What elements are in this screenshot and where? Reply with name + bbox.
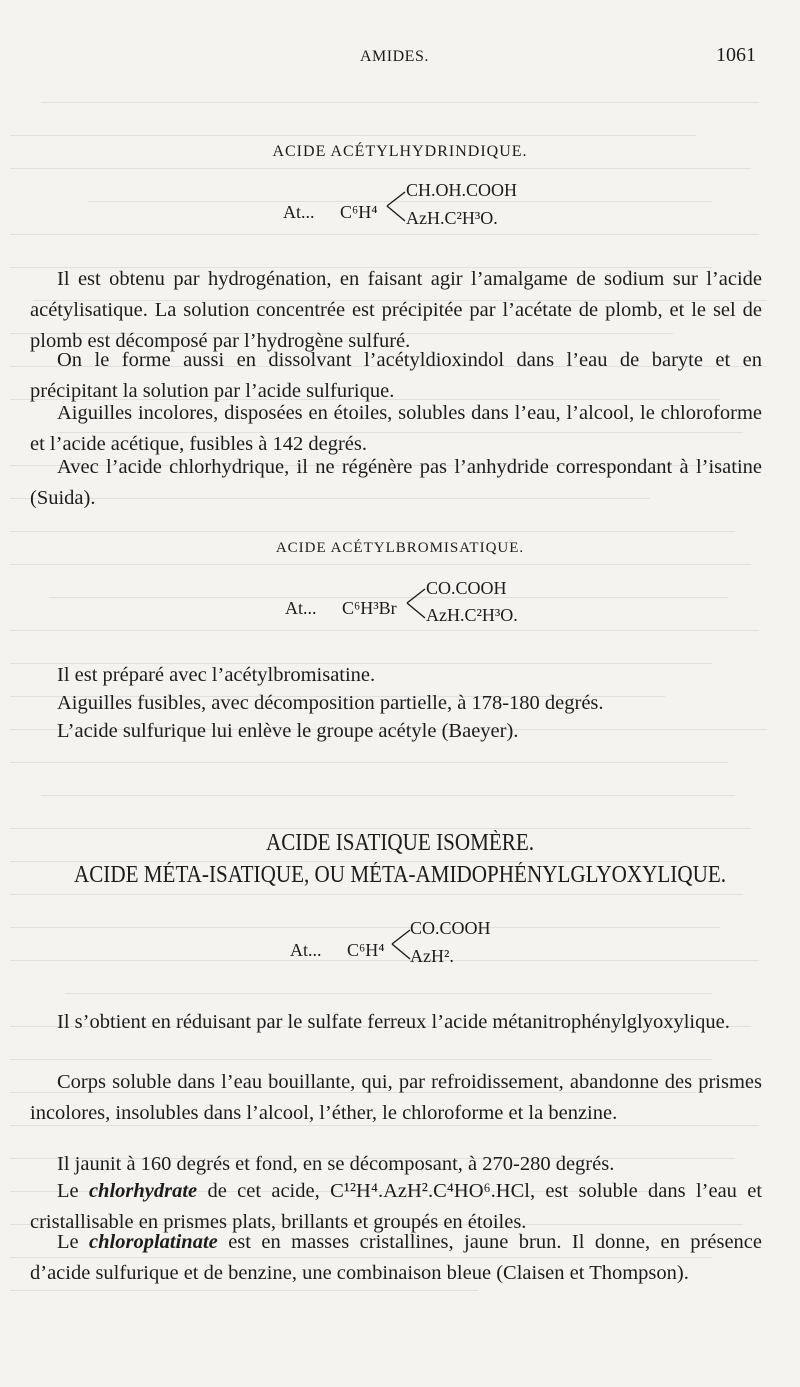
text-run: Le bbox=[57, 1231, 79, 1253]
formula-upper-branch: CO.COOH bbox=[426, 578, 507, 598]
formula-acetylhydrindique bbox=[0, 180, 800, 240]
paragraph: On le forme aussi en dissolvant l’acétyldioxindol dans l’eau de baryte et en précipitant la solution par l’acide sulfurique. bbox=[30, 349, 762, 402]
paragraph: Corps soluble dans l’eau bouillante, qui, par refroidissement, abandonne des prismes incolores, insolubles dans l’alcool, l’éther, le chloroforme et la benzine. bbox=[30, 1071, 762, 1124]
term-chloroplatinate: chloroplatinate bbox=[89, 1231, 218, 1253]
paragraph-chloroplatinate bbox=[30, 1227, 762, 1289]
formula-meta-isatique bbox=[0, 918, 800, 978]
formula-lower-branch: AzH². bbox=[410, 946, 454, 966]
text-run: est soluble dans l’eau et cristallisable en prismes plats, brillants et groupés en étoiles. bbox=[30, 1180, 763, 1233]
term-chlorhydrate: chlorhydrate bbox=[88, 1180, 198, 1202]
formula-upper-branch: CO.COOH bbox=[410, 918, 491, 938]
formula-prefix: At... bbox=[285, 598, 317, 618]
chemical-formula: C¹²H⁴.AzH².C⁴HO⁶.HCl, bbox=[330, 1180, 536, 1202]
page-number: 1061 bbox=[716, 44, 756, 66]
formula-root: C⁶H³Br bbox=[342, 598, 397, 618]
paragraph: Il s’obtient en réduisant par le sulfate ferreux l’acide métanitrophénylglyoxylique. bbox=[57, 1011, 730, 1033]
text-run: Le bbox=[57, 1180, 79, 1202]
formula-lower-branch: AzH.C²H³O. bbox=[406, 208, 498, 228]
running-title: AMIDES. bbox=[360, 48, 429, 65]
paragraph: L’acide sulfurique lui enlève le groupe acétyle (Baeyer). bbox=[57, 720, 519, 742]
formula-lower-branch: AzH.C²H³O. bbox=[426, 605, 518, 625]
formula-prefix: At... bbox=[290, 940, 322, 960]
paragraph: Il est obtenu par hydrogénation, en faisant agir l’amalgame de sodium sur l’acide acétylisatique. La solution concentrée est précipitée par l’acétate de plomb, et le sel de plomb est décomposé par l’hydrogène sulfuré. bbox=[30, 268, 762, 352]
section-title-meta-isatique: ACIDE MÉTA-ISATIQUE, OU MÉTA-AMIDOPHÉNYLGLYOXYLIQUE. bbox=[73, 862, 727, 888]
formula-root: C⁶H⁴ bbox=[347, 940, 385, 960]
paragraph: Aiguilles fusibles, avec décomposition partielle, à 178-180 degrés. bbox=[57, 692, 604, 714]
formula-upper-branch: CH.OH.COOH bbox=[406, 180, 518, 200]
formula-acetylbromisatique bbox=[0, 578, 800, 638]
paragraph: Il jaunit à 160 degrés et fond, en se décomposant, à 270-280 degrés. bbox=[57, 1153, 615, 1175]
formula-prefix: At... bbox=[283, 202, 315, 222]
paragraph: Il est préparé avec l’acétylbromisatine. bbox=[57, 664, 376, 686]
paragraph: Avec l’acide chlorhydrique, il ne régénère pas l’anhydride correspondant à l’isatine (Suida). bbox=[30, 456, 762, 509]
section-title-acetylbromisatique: ACIDE ACÉTYLBROMISATIQUE. bbox=[275, 540, 525, 556]
paragraph: Aiguilles incolores, disposées en étoiles, solubles dans l’eau, l’alcool, le chloroforme et l’acide acétique, fusibles à 142 degrés. bbox=[30, 402, 762, 455]
text-run: de cet acide, bbox=[207, 1180, 320, 1202]
formula-root: C⁶H⁴ bbox=[340, 202, 378, 222]
section-title-isatique-isomere: ACIDE ISATIQUE ISOMÈRE. bbox=[265, 830, 535, 856]
section-title-acetylhydrindique: ACIDE ACÉTYLHYDRINDIQUE. bbox=[272, 143, 528, 160]
text-run: est en masses cristallines, jaune brun. Il donne, en présence d’acide sulfurique et de benzine, une combinaison bleue (Claisen et Thompson). bbox=[30, 1231, 762, 1284]
